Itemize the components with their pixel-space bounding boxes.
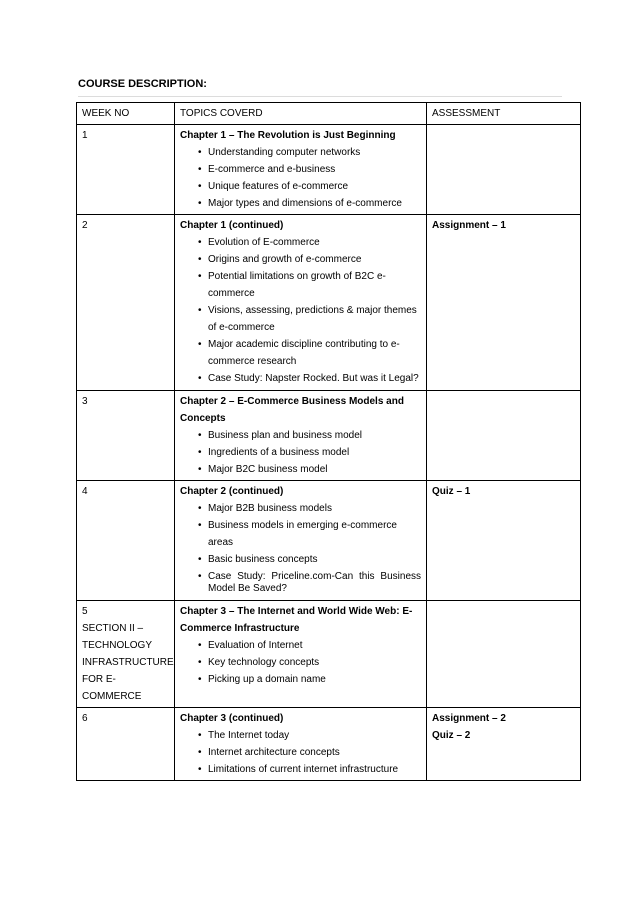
topic-item: • E-commerce and e-business [180,161,421,178]
header-topics: TOPICS COVERD [175,103,427,125]
table-row [77,125,581,215]
assessment-cell [427,215,581,391]
topic-item: • Major B2B business models [180,500,421,517]
week-cell [77,391,175,481]
table-row [77,708,581,781]
assessment-item: Quiz – 2 [432,730,471,741]
section-label-line: FOR E- [82,674,116,685]
topic-item: • Major B2C business model [180,461,421,478]
topic-item: • Case Study: Napster Rocked. But was it Legal? [180,373,421,385]
assessment-cell [427,601,581,708]
assessment-item: Assignment – 1 [432,220,506,231]
topics-cell [175,215,427,391]
section-label-line: SECTION II – [82,623,144,634]
topic-item: • Limitations of current internet infrastructure [180,761,421,778]
assessment-cell [427,125,581,215]
header-assessment: ASSESSMENT [427,103,581,125]
week-cell [77,125,175,215]
topic-item: • Visions, assessing, predictions & major themes of e-commerce [180,302,421,336]
topic-item: • Business models in emerging e-commerce areas [180,517,421,551]
chapter-title: Chapter 1 (continued) [180,220,284,231]
topic-item: • Evolution of E-commerce [180,234,421,251]
topic-list [180,637,421,688]
topic-item: • Case Study: Priceline.com-Can this Business Model Be Saved? [180,571,421,595]
heading-divider [78,96,562,97]
table-row [77,481,581,601]
topics-cell [175,601,427,708]
course-description-heading: COURSE DESCRIPTION: [78,78,207,90]
section-label-line: INFRASTRUCTURE [82,657,174,668]
topic-list [180,727,421,778]
topic-item: • Major types and dimensions of e-commerce [180,195,421,212]
topic-item: • Evaluation of Internet [180,637,421,654]
header-week-no: WEEK NO [77,103,175,125]
topics-cell [175,481,427,601]
section-label-line: COMMERCE [82,691,142,702]
topic-item: • Potential limitations on growth of B2C e-commerce [180,268,421,302]
topic-item: • Major academic discipline contributing to e-commerce research [180,336,421,370]
chapter-title: Chapter 2 – E-Commerce Business Models and Concepts [180,396,404,424]
table-row [77,601,581,708]
week-number: 5 [82,606,88,617]
topic-list [180,500,421,595]
topic-list [180,427,421,478]
topic-item: • The Internet today [180,727,421,744]
week-number: 6 [82,713,88,724]
chapter-title: Chapter 2 (continued) [180,486,284,497]
chapter-title: Chapter 3 – The Internet and World Wide Web: E-Commerce Infrastructure [180,606,413,634]
topic-item: • Key technology concepts [180,654,421,671]
course-schedule-table [76,102,581,781]
topic-list [180,144,421,212]
assessment-cell [427,708,581,781]
week-number: 1 [82,130,88,141]
assessment-item: Quiz – 1 [432,486,471,497]
topics-cell [175,708,427,781]
topic-item: • Understanding computer networks [180,144,421,161]
topic-list [180,234,421,385]
topic-item: • Basic business concepts [180,551,421,568]
table-row [77,215,581,391]
topic-item: • Unique features of e-commerce [180,178,421,195]
topics-cell [175,391,427,481]
week-cell [77,215,175,391]
topic-item: • Business plan and business model [180,427,421,444]
topic-item: • Internet architecture concepts [180,744,421,761]
table-row [77,391,581,481]
chapter-title: Chapter 1 – The Revolution is Just Beginning [180,130,396,141]
topics-cell [175,125,427,215]
week-cell [77,708,175,781]
assessment-cell [427,481,581,601]
section-label-line: TECHNOLOGY [82,640,153,651]
table-header-row [77,103,581,125]
week-number: 4 [82,486,88,497]
topic-item: • Origins and growth of e-commerce [180,251,421,268]
assessment-item: Assignment – 2 [432,713,506,724]
topic-item: • Ingredients of a business model [180,444,421,461]
week-cell [77,481,175,601]
topic-item: • Picking up a domain name [180,671,421,688]
week-number: 3 [82,396,88,407]
chapter-title: Chapter 3 (continued) [180,713,284,724]
assessment-cell [427,391,581,481]
week-cell [77,601,175,708]
week-number: 2 [82,220,88,231]
